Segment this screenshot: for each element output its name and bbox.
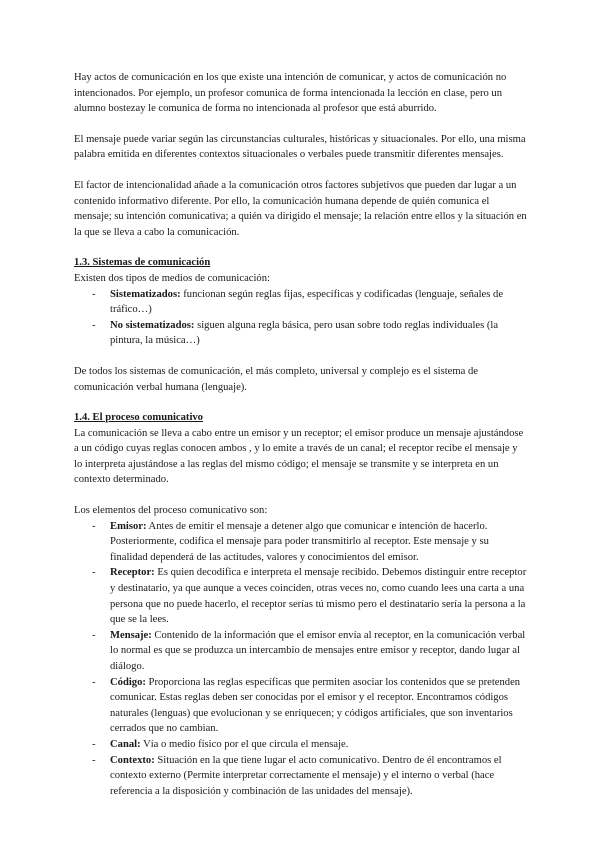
list-item-text: Es quien decodifica e interpreta el mensaje recibido. Debemos distinguir entre receptor y destinatario, ya que aunque a veces coinciden, otras veces no, como cuando lees una carta a una persona que no puede hacerlo, el receptor serías tú mismo pero el destinatario sería la persona a la que se la lees. — [110, 567, 527, 626]
list-elementos — [74, 519, 528, 800]
bullet-dash: - — [92, 288, 96, 300]
list-item — [74, 519, 528, 566]
paragraph-sistema-verbal: De todos los sistemas de comunicación, el más completo, universal y complejo es el sistema de comunicación verbal humana (lenguaje). — [74, 365, 478, 393]
bullet-dash: - — [92, 676, 96, 688]
list-item-text: siguen alguna regla básica, pero usan sobre todo reglas individuales (la pintura, la música…) — [110, 319, 499, 347]
paragraph-mensaje-varia: El mensaje puede variar según las circunstancias culturales, históricas y situacionales. Por ello, una misma palabra emitida en diferentes contextos situacionales o verbales puede transmitir diferentes mensajes. — [74, 133, 526, 161]
list-item-term: Receptor: — [110, 567, 155, 579]
list-item — [74, 628, 528, 675]
list-item — [74, 753, 528, 800]
paragraph-proceso: La comunicación se lleva a cabo entre un emisor y un receptor; el emisor produce un mensaje ajustándose a un código cuyas reglas conocen ambos , y lo emite a través de un canal; el receptor recibe el mensaje y lo interpreta ajustándose a las reglas del mismo código; el mensaje se transmite y se interpreta en un contexto determinado. — [74, 427, 524, 486]
bullet-dash: - — [92, 319, 96, 331]
section-heading-sistemas: 1.3. Sistemas de comunicación — [74, 257, 211, 269]
list-item-text: Situación en la que tiene lugar el acto comunicativo. Dentro de él encontramos el contexto externo (Permite interpretar correctamente el mensaje) y el interno o verbal (hace referencia a la disposición y combinación de las unidades del mensaje). — [110, 754, 502, 797]
bullet-dash: - — [92, 520, 96, 532]
list-item-term: Emisor: — [110, 520, 147, 532]
list-item — [74, 318, 528, 349]
list-item-text: funcionan según reglas fijas, específicas y codificadas (lenguaje, señales de tráfico…) — [110, 288, 504, 316]
bullet-dash: - — [92, 629, 96, 641]
paragraph-intencionalidad: El factor de intencionalidad añade a la comunicación otros factores subjetivos que pueden dar lugar a un contenido informativo diferente. Por ello, la comunicación humana depende de quién comunica el mensaje; su intención comunicativa; a quién va dirigido el mensaje; la relación entre ellos y la situación en la que se lleva a cabo la comunicación. — [74, 179, 527, 238]
list-item-term: Mensaje: — [110, 629, 152, 641]
section-intro-sistemas: Existen dos tipos de medios de comunicación: — [74, 272, 270, 284]
list-item-term: No sistematizados: — [110, 319, 195, 331]
list-item-text: Antes de emitir el mensaje a detener algo que comunicar e intención de hacerlo. Posteriormente, codifica el mensaje para poder transmitirlo al receptor. Este mensaje y su finalidad dependerá de las actitudes, valores y conocimientos del emisor. — [110, 520, 489, 563]
list-item — [74, 675, 528, 737]
paragraph-intencion: Hay actos de comunicación en los que existe una intención de comunicar, y actos de comunicación no intencionados. Por ejemplo, un profesor comunica de forma intencionada la lección en clase, pero un alumno bostezay le comunica de forma no intencionada al profesor que está aburrido. — [74, 72, 507, 115]
list-item-term: Canal: — [110, 738, 141, 750]
list-sistemas — [74, 287, 528, 349]
list-item — [74, 737, 528, 753]
list-item-text: Vía o medio físico por el que circula el mensaje. — [140, 738, 349, 750]
bullet-dash: - — [92, 754, 96, 766]
bullet-dash: - — [92, 738, 96, 750]
list-item-text: Proporciona las reglas específicas que permiten asociar los contenidos que se pretenden comunicar. Estas reglas deben ser conocidas por el emisor y el receptor. Encontramos códigos naturales (lenguas) que evolucionan y se enriquecen; y códigos artificiales, que son inventarios cerrados que no cambian. — [110, 676, 521, 735]
section-intro-elementos: Los elementos del proceso comunicativo son: — [74, 505, 268, 517]
list-item-term: Sistematizados: — [110, 288, 181, 300]
list-item-text: Contenido de la información que el emisor envía al receptor, en la comunicación verbal lo normal es que se produzca un intercambio de mensajes entre emisor y receptor, dando lugar al diálogo. — [110, 629, 526, 672]
list-item — [74, 565, 528, 627]
list-item — [74, 287, 528, 318]
bullet-dash: - — [92, 567, 96, 579]
section-heading-proceso: 1.4. El proceso comunicativo — [74, 412, 203, 424]
list-item-term: Contexto: — [110, 754, 155, 766]
list-item-term: Código: — [110, 676, 146, 688]
